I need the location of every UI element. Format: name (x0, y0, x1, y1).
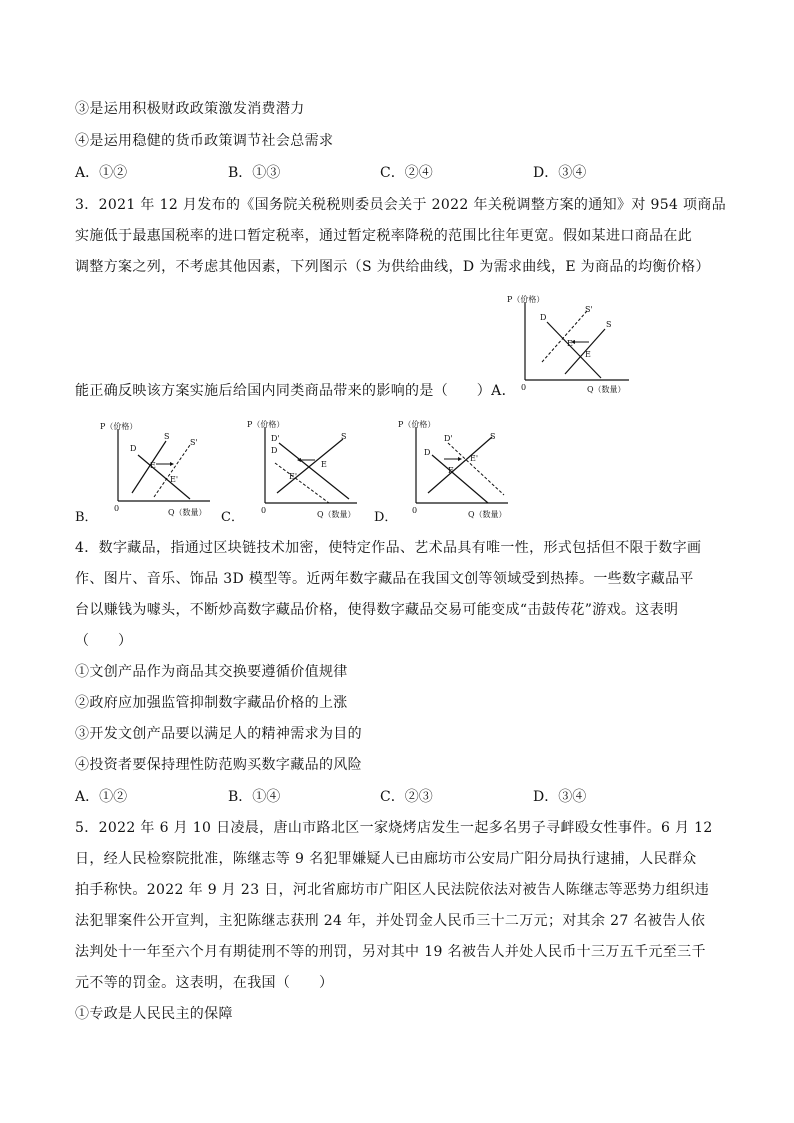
q5-stem-line-5: 法判处十一年至六个月有期徒刑不等的刑罚，另对其中 19 名被告人并处人民币十三万五千元至三千 (75, 944, 706, 960)
p-axis-label: P（价格） (100, 422, 138, 431)
q4-item-1: ①文创产品作为商品其交换要遵循价值规律 (75, 664, 348, 680)
e-prime-label: E' (289, 472, 298, 481)
p-axis-label: P（价格） (247, 420, 285, 429)
q5-item-1: ①专政是人民民主的保障 (75, 1006, 233, 1022)
origin-label: 0 (521, 383, 527, 392)
e-label: E (585, 350, 591, 359)
s-label: S (341, 432, 347, 441)
q3-stem-line-4: 能正确反映该方案实施后给国内同类商品带来的影响的是（ ）A． (75, 383, 516, 399)
q3-graph-a (505, 294, 635, 394)
q2-option-b: B．①③ (228, 165, 281, 181)
q4-option-d: D．③④ (533, 789, 587, 805)
q2-option-c: C．②④ (380, 165, 433, 181)
q4-stem-line-4: （ ） (75, 633, 133, 649)
q2-option-d: D．③④ (533, 165, 587, 181)
d-prime-label: D' (444, 434, 453, 443)
q4-item-2: ②政府应加强监管抑制数字藏品价格的上涨 (75, 695, 348, 711)
q3-graph-c (245, 419, 375, 523)
p-axis-label: P（价格） (398, 420, 436, 429)
q4-option-b: B．①④ (228, 789, 281, 805)
e-label: E (150, 461, 156, 470)
q4-stem-line-2: 作、图片、音乐、饰品 3D 模型等。近两年数字藏品在我国文创等领域受到热捧。一些数字藏品平 (75, 571, 694, 587)
p-axis-label: P（价格） (507, 295, 545, 304)
q-axis-label: Q（数量） (587, 385, 626, 394)
d-label: D (130, 444, 137, 453)
q3-option-d-label: D． (374, 510, 398, 525)
s-label: S (490, 432, 496, 441)
e-prime-label: E' (567, 339, 576, 348)
d-label: D (424, 448, 431, 457)
e-label: E (448, 466, 454, 475)
q2-item-3: ③是运用积极财政政策激发消费潜力 (75, 101, 305, 117)
q3-option-b-label: B． (75, 510, 98, 525)
q3-graph-d (396, 419, 526, 523)
e-label: E (321, 460, 327, 469)
q5-stem-line-6: 元不等的罚金。这表明，在我国（ ） (75, 975, 334, 991)
q-axis-label: Q（数量） (168, 508, 207, 517)
q3-graph-b (98, 421, 228, 521)
origin-label: 0 (114, 504, 120, 513)
q4-item-3: ③开发文创产品要以满足人的精神需求为目的 (75, 726, 362, 742)
e-prime-label: E' (170, 475, 179, 484)
q3-stem-line-1: 3．2021 年 12 月发布的《国务院关税税则委员会关于 2022 年关税调整方案的通知》对 954 项商品 (75, 197, 727, 213)
s-prime-label: S' (585, 305, 593, 314)
q5-stem-line-1: 5．2022 年 6 月 10 日凌晨，唐山市路北区一家烧烤店发生一起多名男子寻衅殴女性事件。6 月 12 (75, 820, 713, 836)
e-prime-label: E' (470, 454, 479, 463)
q4-stem-line-3: 台以赚钱为噱头，不断炒高数字藏品价格，使得数字藏品交易可能变成“击鼓传花”游戏。这表明 (75, 602, 679, 618)
q2-item-4: ④是运用稳健的货币政策调节社会总需求 (75, 133, 334, 149)
q4-option-a: A．①② (75, 789, 128, 805)
q5-stem-line-2: 日，经人民检察院批准，陈继志等 9 名犯罪嫌疑人已由廊坊市公安局广阳分局执行逮捕，人民群众 (75, 851, 697, 867)
q4-stem-line-1: 4．数字藏品，指通过区块链技术加密，使特定作品、艺术品具有唯一性，形式包括但不限于数字画 (75, 540, 702, 556)
s-prime-label: S' (190, 438, 198, 447)
q4-option-c: C．②③ (380, 789, 433, 805)
q4-item-4: ④投资者要保持理性防范购买数字藏品的风险 (75, 757, 362, 773)
s-label: S (606, 320, 612, 329)
d-label: D (540, 313, 547, 322)
q5-stem-line-3: 拍手称快。2022 年 9 月 23 日，河北省廊坊市广阳区人民法院依法对被告人陈继志等恶势力组织违 (75, 882, 710, 898)
q3-stem-line-2: 实施低于最惠国税率的进口暂定税率，通过暂定税率降税的范围比往年更宽。假如某进口商品在此 (75, 228, 693, 244)
s-label: S (164, 432, 170, 441)
q5-stem-line-4: 法犯罪案件公开宣判，主犯陈继志获刑 24 年，并处罚金人民币三十二万元；对其余 27 名被告人依 (75, 913, 706, 929)
d-prime-label: D' (271, 434, 280, 443)
q-axis-label: Q（数量） (317, 510, 356, 519)
origin-label: 0 (261, 506, 267, 515)
q3-option-c-label: C． (221, 510, 244, 525)
d-label: D (271, 446, 278, 455)
q-axis-label: Q（数量） (468, 510, 507, 519)
q3-stem-line-3: 调整方案之列，不考虑其他因素，下列图示（S 为供给曲线，D 为需求曲线，E 为商品的均衡价格） (75, 259, 710, 275)
origin-label: 0 (412, 506, 418, 515)
q2-option-a: A．①② (75, 165, 128, 181)
